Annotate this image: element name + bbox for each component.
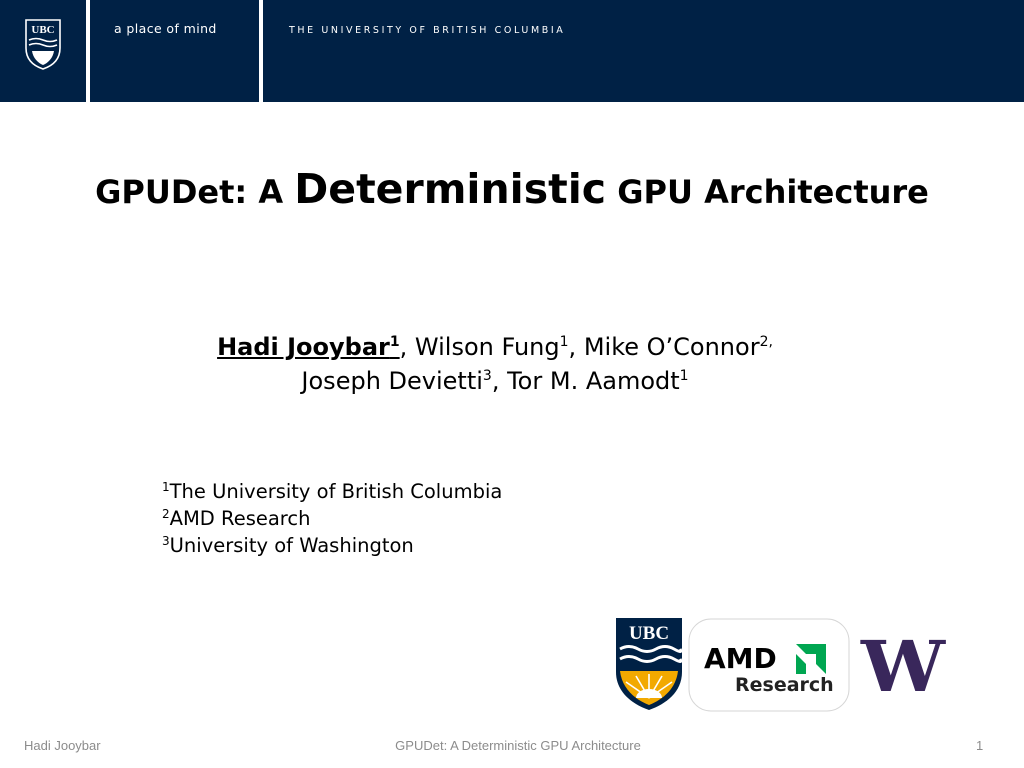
affiliation-item: $^3$University of Washington [162, 534, 414, 557]
author-name: Tor M. Aamodt [507, 367, 680, 395]
ubc-crest-icon [24, 18, 62, 70]
author-line [150, 330, 840, 364]
header-university-name: THE UNIVERSITY OF BRITISH COLUMBIA [289, 25, 566, 36]
affiliation-item: $^1$The University of British Columbia [162, 480, 503, 503]
author-name: Mike O’Connor [583, 333, 760, 361]
uw-logo [860, 635, 946, 693]
author-affiliation-mark: 3 [482, 368, 492, 384]
amd-research-text: Research [735, 674, 834, 696]
author-line [150, 364, 840, 398]
uw-logo-letter: W [860, 635, 946, 693]
author-name: Joseph Devietti [301, 367, 483, 395]
author-affiliation-mark: 2, [759, 334, 773, 350]
title-emphasis: Deterministic [294, 165, 607, 213]
header-divider [259, 0, 263, 102]
ubc-logo-text: UBC [628, 623, 670, 644]
slide-title [0, 165, 1024, 213]
amd-research-logo [688, 618, 850, 712]
header-divider [86, 0, 90, 102]
header-tagline: a place of mind [114, 21, 217, 36]
author-separator: , [491, 367, 508, 395]
ubc-logo [614, 616, 684, 712]
affiliation-list [162, 478, 502, 559]
author-affiliation-mark: 1 [679, 368, 689, 384]
amd-brand-text: AMD [704, 642, 777, 675]
author-separator: , [399, 333, 415, 361]
title-part: GPUDet: A [95, 173, 295, 211]
header-banner [0, 0, 1024, 102]
footer-title: GPUDet: A Deterministic GPU Architecture [395, 738, 641, 753]
author-name: Wilson Fung [414, 333, 560, 361]
crest-text: UBC [31, 24, 55, 36]
author-list [150, 330, 840, 398]
affiliation-item: $^2$AMD Research [162, 507, 311, 530]
slide-number: 1 [976, 738, 984, 753]
author-separator: , [568, 333, 584, 361]
footer-presenter: Hadi Jooybar [24, 738, 101, 753]
author-affiliation-mark: 1 [559, 334, 569, 350]
title-part: GPU Architecture [606, 173, 929, 211]
author-name-presenter: Hadi Jooybar$^1$ [217, 333, 400, 361]
